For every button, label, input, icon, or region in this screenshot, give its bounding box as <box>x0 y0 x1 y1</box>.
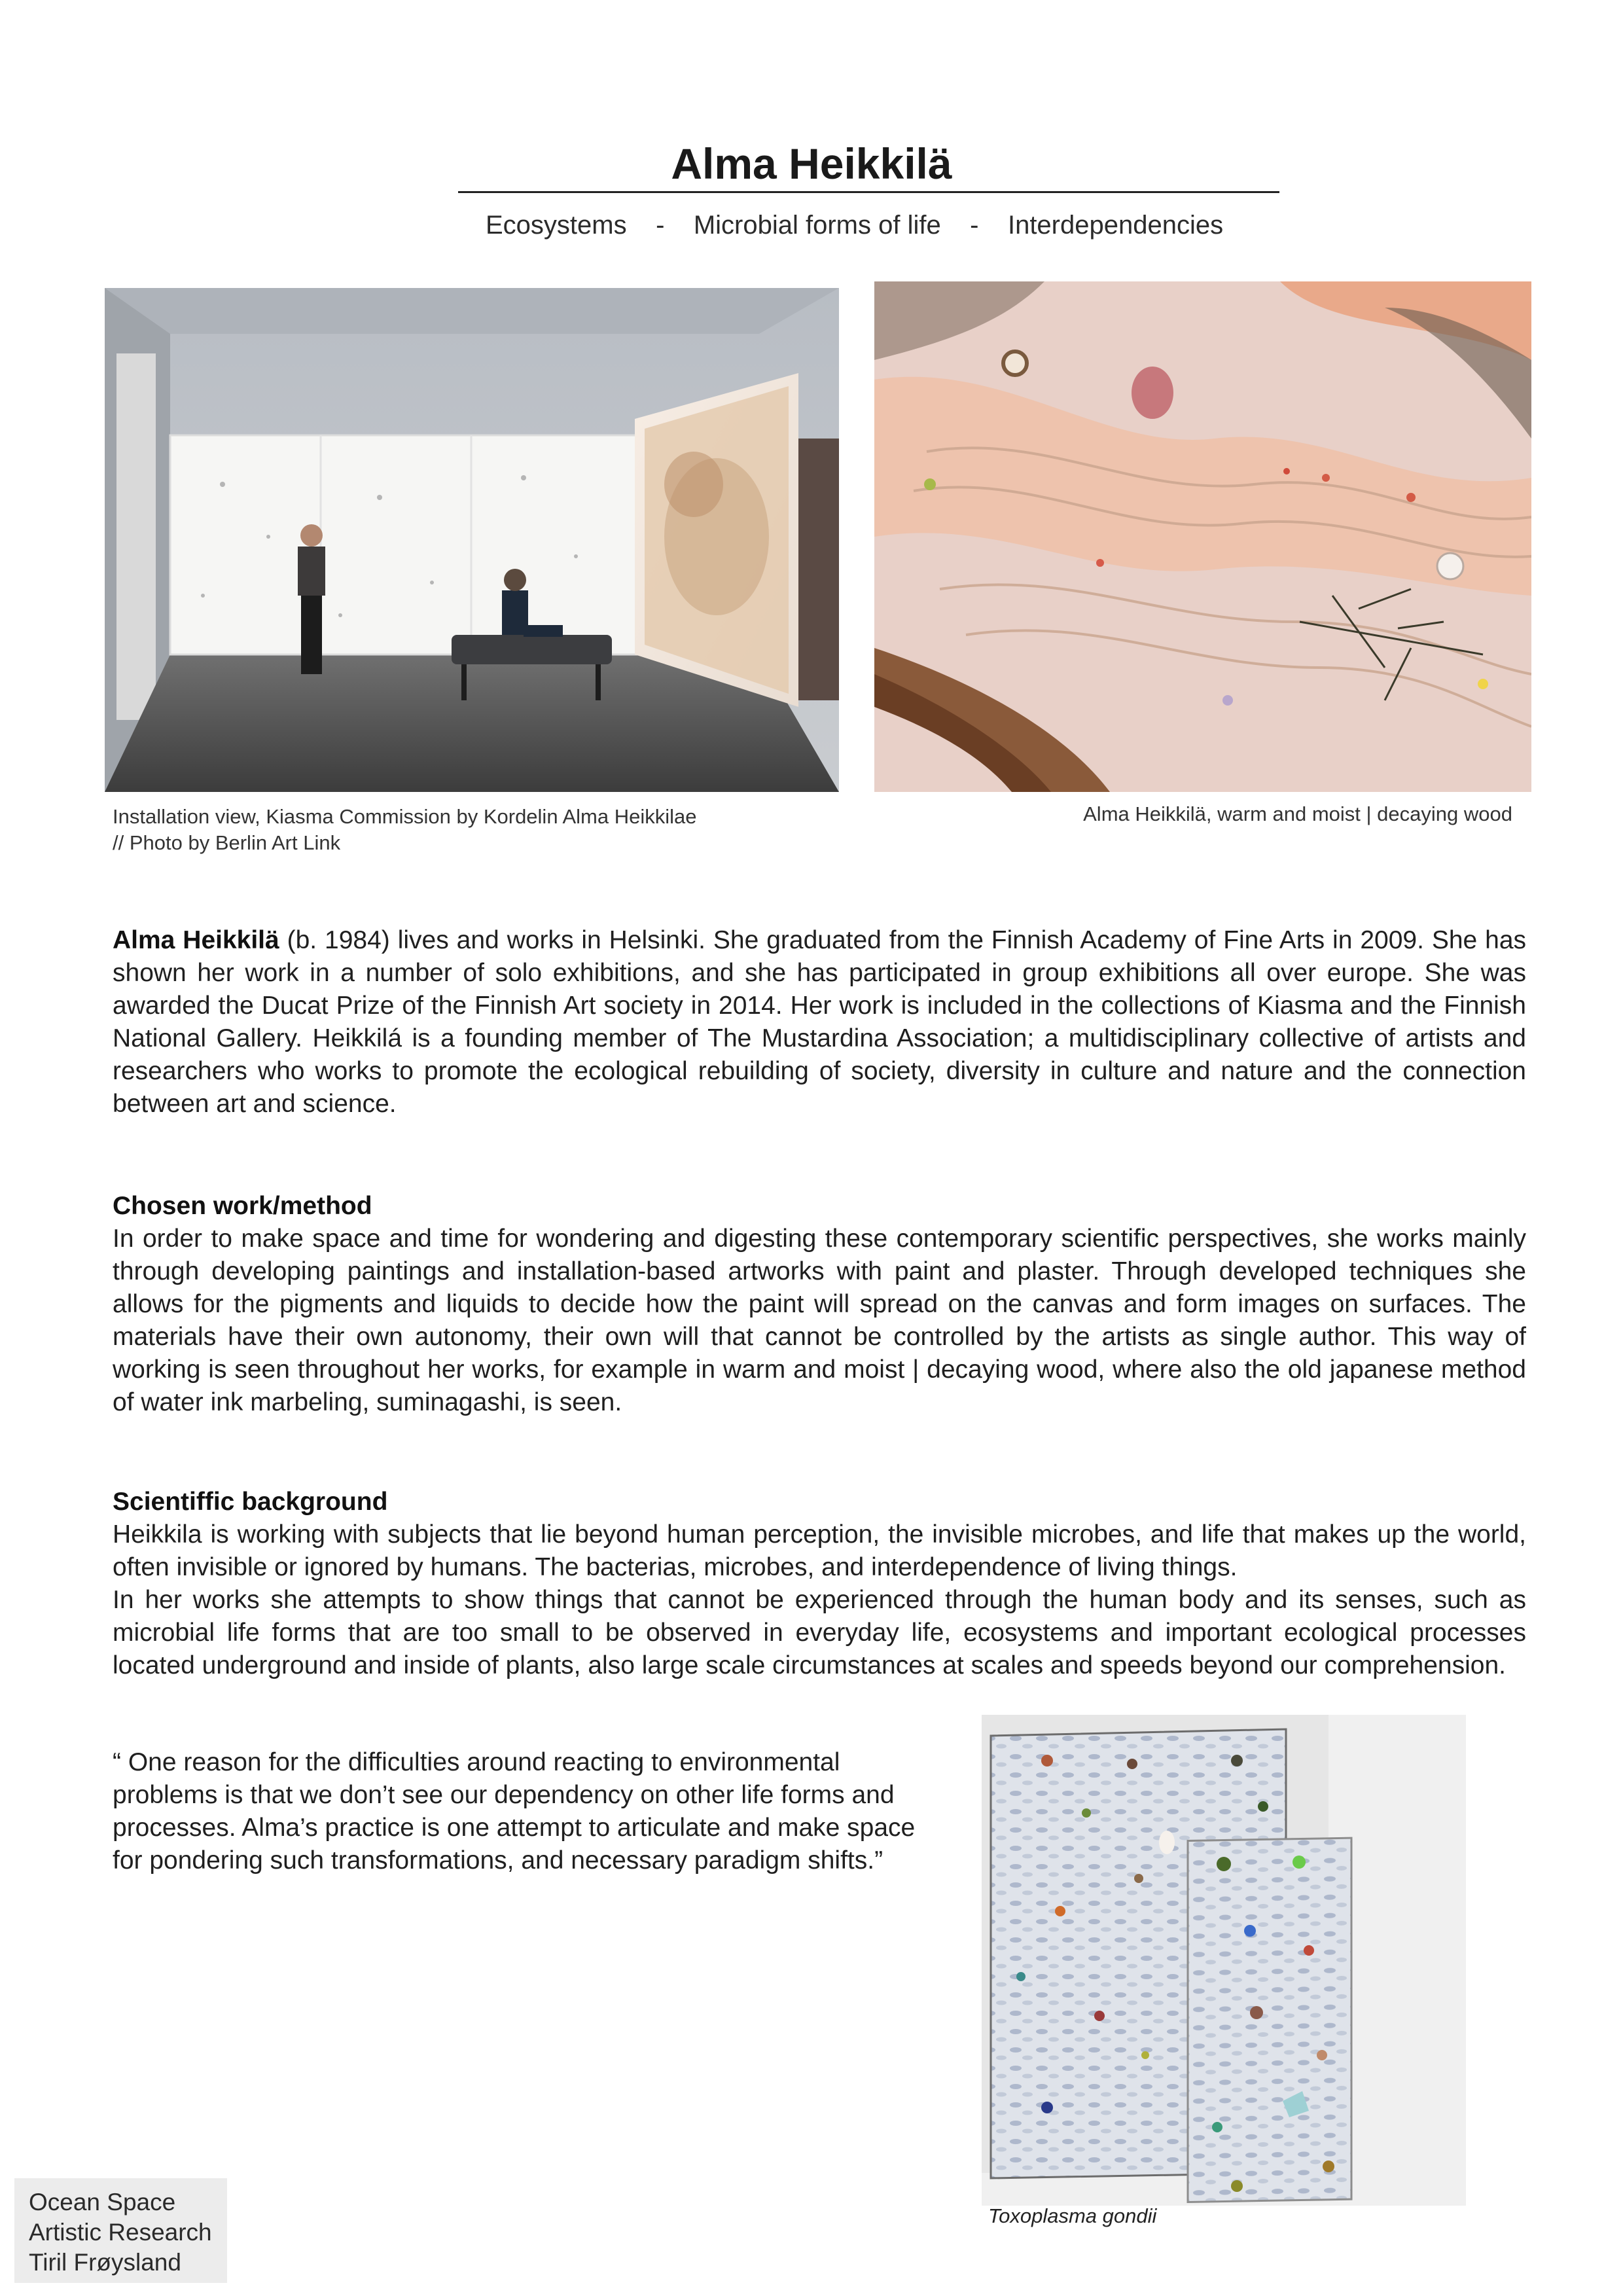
installation-caption-line2: // Photo by Berlin Art Link <box>113 831 341 854</box>
science-text-2: In her works she attempts to show things that cannot be experienced through the human body and its senses, such as microbial life forms that are too small to be observed in everyday life, ecosystems and important ecological processes located underground and inside of plants, also large scale circumstances at scales and speeds beyond our comprehension. <box>113 1586 1526 1679</box>
footer-line-1: Ocean Space <box>29 2189 176 2215</box>
page-title: Alma Heikkilä <box>671 139 952 188</box>
science-heading: Scientiffic background <box>113 1488 388 1516</box>
bio-text: (b. 1984) lives and works in Helsinki. She graduated from the Finnish Academy of Fine Arts in 2009. She has shown her work in a number of solo exhibitions, and she has participated in group exhibitions all over europe. She was awarded the Ducat Prize of the Finnish Art society in 2014. Her work is included in the collections of Kiasma and the Finnish National Gallery. Heikkilá is a founding member of The Mustardina Association; a multidisciplinary collective of artists and researchers who works to promote the ecological rebuilding of society, diversity in culture and nature and the connection between art and science. <box>113 926 1527 1118</box>
installation-photo <box>105 288 839 792</box>
keyword-separator: - <box>970 211 979 240</box>
installation-caption-line1: Installation view, Kiasma Commission by Kordelin Alma Heikkilae <box>113 805 697 828</box>
method-heading: Chosen work/method <box>113 1192 372 1220</box>
method-section <box>113 1190 1526 1419</box>
artist-name: Alma Heikkilä <box>113 926 279 954</box>
keyword-interdependencies: Interdependencies <box>1007 211 1224 240</box>
science-section <box>113 1486 1526 1682</box>
marbling-photo <box>874 281 1531 792</box>
keyword-microbial: Microbial forms of life <box>693 211 941 240</box>
keyword-separator: - <box>656 211 665 240</box>
quote: “ One reason for the difficulties around reacting to environmental problems is that we don’t see our dependency on other life forms and processes. Alma’s practice is one attempt to articulate and make space for pondering such transformations, and necessary paradigm shifts.” <box>113 1748 916 1874</box>
footer-credit <box>14 2178 227 2283</box>
method-text: In order to make space and time for wondering and digesting these contemporary scientific perspectives, she works mainly through developing paintings and installation-based artworks with paint and plaster. Through developed techniques she allows for the pigments and liquids to decide how the paint will spread on the canvas and form images on surfaces. The materials have their own autonomy, their own will that cannot be controlled by the artists as single author. This way of working is seen throughout her works, for example in warm and moist | decaying wood, where also the old japanese method of water ink marbeling, suminagashi, is seen. <box>113 1225 1526 1416</box>
keyword-line <box>486 211 1223 240</box>
installation-caption <box>113 804 832 856</box>
toxoplasma-photo <box>982 1715 1466 2206</box>
bio-paragraph <box>113 924 1526 1121</box>
footer-line-2: Artistic Research <box>29 2219 212 2246</box>
footer-line-3: Tiril Frøysland <box>29 2249 181 2276</box>
toxoplasma-caption: Toxoplasma gondii <box>988 2204 1157 2227</box>
marbling-caption: Alma Heikkilä, warm and moist | decaying wood <box>1083 802 1512 825</box>
keyword-ecosystems: Ecosystems <box>486 211 627 240</box>
science-text-1: Heikkila is working with subjects that lie beyond human perception, the invisible microbes, and life that makes up the world, often invisible or ignored by humans. The bacterias, microbes, and interdependence of living things. <box>113 1520 1526 1581</box>
title-underline <box>458 191 1279 193</box>
